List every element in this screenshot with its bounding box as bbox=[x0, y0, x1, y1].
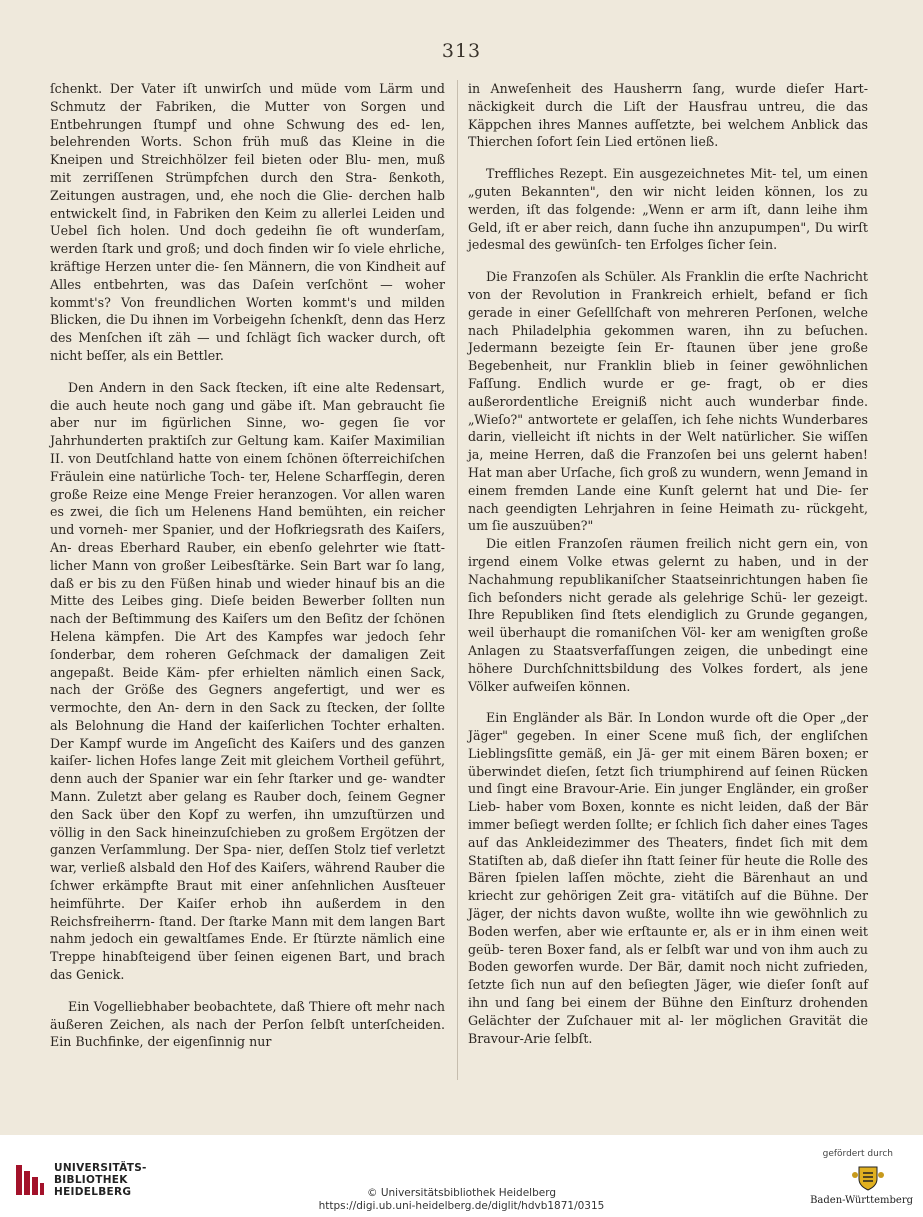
footer-bar bbox=[0, 1135, 923, 1217]
library-name-line-1: UNIVERSITÄTS- bbox=[54, 1162, 147, 1174]
left-column bbox=[50, 80, 445, 1051]
sponsor-name: Baden-Württemberg bbox=[810, 1195, 913, 1206]
paragraph-left-3: Ein Vogelliebhaber beobachtete, daß Thiere oft mehr nach äußeren Zeichen, als nach der Perſon ſelbſt unterſcheiden. Ein Buchfinke, der eigenſinnig nur bbox=[50, 998, 445, 1050]
paragraph-right-3: Die Franzoſen als Schüler. Als Franklin die erſte Nachricht von der Revolution in Frankreich erhielt, befand er ſich gerade in einer Geſellſchaft von mehreren Perſonen, welche nach Philadelphia gekommen waren, ihn zu beſuchen. Jedermann bezeigte ſein Er- ſtaunen über jene große Begebenheit, nur Franklin blieb in ſeiner gewöhnlichen Faſſung. Endlich wurde er ge- fragt, ob er dies außerordentliche Ereigniß nicht auch wunderbar finde. „Wieſo?" antwortete er gelaſſen, ich ſehe nichts Wunderbares darin, vielleicht iſt nichts in der Welt natürlicher. Sie wiſſen ja, meine Herren, daß die Franzoſen bei uns gelernt haben! Hat man aber Urſache, ſich groß zu wundern, wenn Jemand in einem fremden Lande eine Kunſt gelernt hat und Die- ſer nach geendigten Lehrjahren in ſeine Heimath zu- rückgeht, um ſie auszuüben?" bbox=[468, 269, 868, 534]
library-name-line-3: HEIDELBERG bbox=[54, 1186, 132, 1198]
baden-wuerttemberg-crest-icon bbox=[851, 1163, 885, 1191]
column-divider bbox=[457, 80, 458, 1080]
paragraph-right-5: Ein Engländer als Bär. In London wurde oft die Oper „der Jäger" gegeben. In einer Scene muß ſich, der engliſchen Lieblingsſitte gemäß, ein Jä- ger mit einem Bären boxen; er überwindet dieſen, ſetzt ſich triumphirend auf ſeinen Rücken und ſingt eine Bravour-Arie. Ein junger Engländer, ein großer Lieb- haber vom Boxen, konnte es nicht leiden, daß der Bär immer beſiegt werden ſollte; er ſchlich ſich daher eines Tages auf das Ankleidezimmer des Theaters, findet ſich mit dem Statiſten ab, daß dieſer ihn ſtatt ſeiner für heute die Rolle des Bären ſpielen laſſen möchte, zieht die Bärenhaut an und kriecht zur gehörigen Zeit gra- vitätiſch auf die Bühne. Der Jäger, der nichts davon wußte, wollte ihn wie gewöhnlich zu Boden werfen, aber wie erſtaunte er, als er in ihm einen weit geüb- teren Boxer fand, als er ſelbſt war und von ihm auch zu Boden geworfen wurde. Der Bär, damit noch nicht zufrieden, ſetzte ſich nun auf den beſiegten Jäger, wie dieſer ſonſt auf ihn und ſang bei einem der Bühne den Einſturz drohenden Gelächter der Zuſchauer mit al- ler möglichen Gravität die Bravour-Arie ſelbſt. bbox=[468, 710, 868, 1046]
paragraph-right-1: in Anweſenheit des Hausherrn ſang, wurde dieſer Hart- näckigkeit durch die Liſt der Hausfrau untreu, die das Käppchen ihres Mannes aufſetzte, bei welchem Anblick das Thierchen ſofort ſein Lied ertönen ließ. bbox=[468, 81, 868, 150]
paragraph-left-1: ſchenkt. Der Vater iſt unwirſch und müde vom Lärm und Schmutz der Fabriken, die Mutter von Sorgen und Entbehrungen ſtumpf und ohne Schwung des ed- len, belehrenden Worts. Schon früh muß das Kleine in die Kneipen und Streichhölzer feil bieten oder Blu- men, muß mit zerriſſenen Strümpfchen durch den Stra- ßenkoth, Zeitungen austragen, und, ehe noch die Glie- derchen halb entwickelt ſind, in Fabriken den Keim zu allerlei Leiden und Uebel ſich holen. Und doch gedeihn ſie oft wunderſam, werden ſtark und groß; und doch finden wir ſo viele ehrliche, kräftige Herzen unter die- ſen Männern, die von Kindheit auf Alles entbehrten, was das Daſein verſchönt — woher kommt's? Von freundlichen Worten kommt's und milden Blicken, die Du ihnen im Vorbeigehn ſchenkſt, denn das Herz des Menſchen iſt zäh — und ſchlägt ſich wacker durch, oft nicht beſſer, als ein Bettler. bbox=[50, 81, 445, 363]
source-url-link[interactable]: https://digi.ub.uni-heidelberg.de/diglit/hdvb1871/0315 bbox=[318, 1200, 605, 1212]
paragraph-right-2: Treffliches Rezept. Ein ausgezeichnetes Mit- tel, um einen „guten Bekannten", den wir nicht leiden können, los zu werden, iſt das folgende: „Wenn er arm iſt, dann leihe ihm Geld, iſt er aber reich, dann ſuche ihn anzupumpen", Du wirſt jedesmal des gewünſch- ten Erfolges ſicher ſein. bbox=[468, 166, 868, 253]
copyright-text: © Universitätsbibliothek Heidelberg bbox=[366, 1187, 556, 1199]
paragraph-left-2: Den Andern in den Sack ſtecken, iſt eine alte Redensart, die auch heute noch gang und gäbe iſt. Man gebraucht ſie aber nur im figürlichen Sinne, wo- gegen ſie vor Jahrhunderten praktiſch zur Geltung kam. Kaiſer Maximilian II. von Deutſchland hatte von einem ſchönen öſterreichiſchen Fräulein eine natürliche Toch- ter, Helene Scharfſegin, deren große Reize eine Menge Freier heranzogen. Vor allen waren es zwei, die ſich um Helenens Hand bemühten, ein reicher und vorneh- mer Spanier, und der Hofkriegsrath des Kaiſers, An- dreas Eberhard Rauber, ein ebenſo gelehrter wie ſtatt- licher Mann von großer Leibesſtärke. Sein Bart war ſo lang, daß er bis zu den Füßen hinab und wieder hinauf bis an die Mitte des Leibes ging. Dieſe beiden Bewerber ſollten nun nach der Beſtimmung des Kaiſers um den Beſitz der ſchönen Helena kämpfen. Die Art des Kampfes war jedoch ſehr ſonderbar, dem roheren Geſchmack der damaligen Zeit angepaßt. Beide Käm- pfer erhielten nämlich einen Sack, nach der Größe des Gegners angefertigt, und wer es vermochte, den An- dern in den Sack zu ſtecken, der ſollte als Belohnung die Hand der kaiſerlichen Tochter erhalten. Der Kampf wurde im Angeſicht des Kaiſers und des ganzen kaiſer- lichen Hofes lange Zeit mit gleichem Vortheil geführt, denn auch der Spanier war ein ſehr ſtarker und ge- wandter Mann. Zuletzt aber gelang es Rauber doch, ſeinem Gegner den Sack über den Kopf zu werfen, ihn umzuſtürzen und völlig in den Sack hineinzuſchieben zu großem Ergötzen der ganzen Verſammlung. Der Spa- nier, deſſen Stolz tief verletzt war, verließ alsbald den Hof des Kaiſers, während Rauber die ſchwer erkämpfte Braut mit einer anſehnlichen Ausſteuer heimführte. Der Kaiſer erhob ihn außerdem in den Reichsfreiherrn- ſtand. Der ſtarke Mann mit dem langen Bart nahm jedoch ein gewaltſames Ende. Er ſtürzte nämlich eine Treppe hinabſteigend über ſeinen eigenen Bart, und brach das Genick. bbox=[50, 379, 445, 983]
paragraph-right-4: Die eitlen Franzoſen räumen freilich nicht gern ein, von irgend einem Volke etwas gelernt zu haben, und in der Nachahmung republikaniſcher Staatseinrichtungen haben ſie ſich beſonders nicht gerade als gelehrige Schü- ler gezeigt. Ihre Republiken ſind ſtets elendiglich zu Grunde gegangen, weil überhaupt die romaniſchen Völ- ker am wenigſten große Anlagen zu Staatsverfaſſungen zeigen, die unbedingt eine höhere Durchſchnittsbildung des Volkes fordert, als jene Völker aufweiſen können. bbox=[468, 536, 868, 694]
right-column bbox=[468, 80, 868, 1047]
funded-by-label: gefördert durch bbox=[822, 1149, 893, 1159]
library-name-line-2: BIBLIOTHEK bbox=[54, 1174, 128, 1186]
page-number: 313 bbox=[441, 40, 482, 62]
copyright-block bbox=[0, 1187, 923, 1213]
